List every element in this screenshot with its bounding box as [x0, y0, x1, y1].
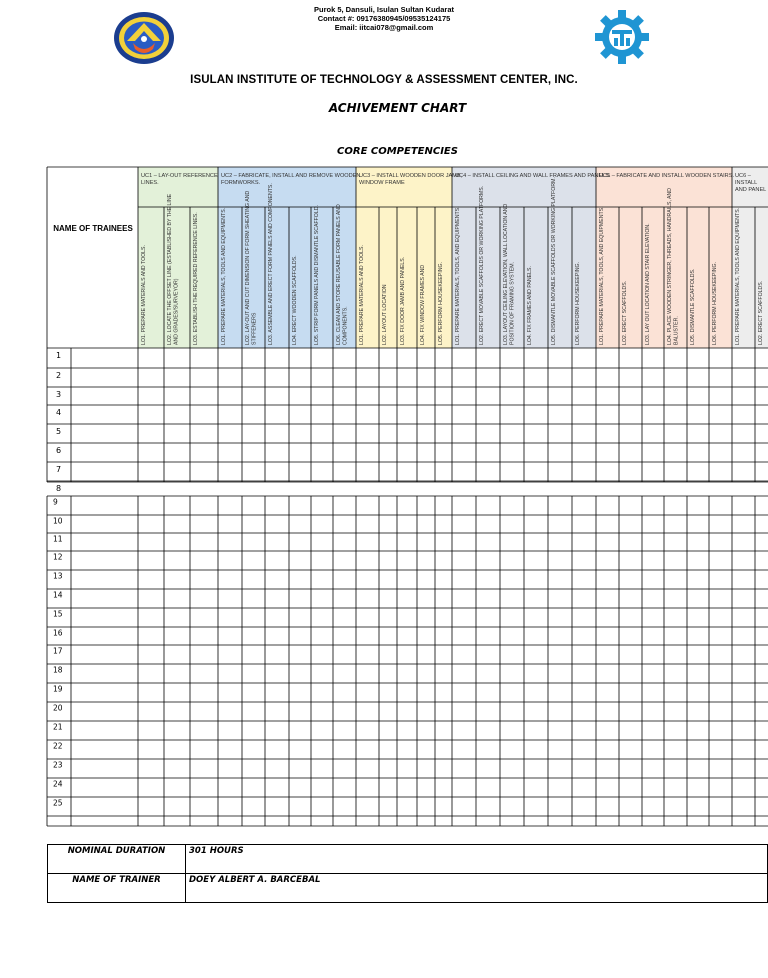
row-number: 23 [53, 760, 63, 770]
lo-label: LO3. ESTABLISH THE REQUIRED REFERENCE LINES. [193, 212, 199, 345]
row-number: 8 [56, 484, 62, 493]
row-number: 2 [56, 371, 62, 380]
duration-value: 301 HOURS [186, 845, 768, 874]
row-number: 11 [53, 534, 63, 544]
chart-title: ACHIVEMENT CHART [328, 101, 467, 115]
lo-label: LO4. ERECT WOODEN SCAFFOLDS. [292, 255, 298, 345]
duration-row [48, 845, 768, 874]
row-number: 20 [53, 703, 63, 713]
row-number: 13 [53, 571, 63, 581]
lo-label: LO1. PREPARE MATERIALS, TOOLS AND EQUIPMENTS. [221, 207, 227, 345]
row-number: 15 [53, 609, 63, 619]
lo-label: LO1. PREPARE MATERIALS AND TOOLS. [359, 245, 365, 345]
row-number: 22 [53, 741, 63, 751]
unit-label: UC6 – INSTALL AND PANEL [735, 173, 767, 193]
lo-label: LO6. PERFORM HOUSEKEEPING. [712, 261, 718, 345]
row-number: 3 [56, 390, 62, 399]
institute-name: ISULAN INSTITUTE OF TECHNOLOGY & ASSESSMENT CENTER, INC. [190, 74, 578, 86]
row-number: 21 [53, 722, 63, 732]
row-number: 6 [56, 446, 62, 455]
lo-label: LO6. PERFORM HOUSEKEEPING. [575, 261, 581, 345]
lo-label: LO3. ASSEMBLE AND ERECT FORM PANELS AND COMPONENTS. [268, 183, 274, 345]
row-number: 9 [53, 497, 58, 507]
row-number: 1 [56, 351, 62, 360]
lo-label: LO3. LAY OUT LOCATION AND STAIR ELEVATION. [645, 223, 651, 345]
unit-label: UC3 – INSTALL WOODEN DOOR JAMB, WINDOW FRAME [359, 173, 463, 186]
row-number: 7 [56, 465, 62, 474]
lo-label: LO1. PREPARE MATERIALS AND TOOLS. [141, 245, 147, 345]
lo-label: LO4. FIX WINDOW FRAMES AND [420, 264, 426, 345]
row-number: 19 [53, 684, 63, 694]
unit-label: UC2 – FABRICATE, INSTALL AND REMOVE WOODEN FORMWORKS. [221, 173, 361, 186]
email-text: Email: iitcai078@gmail.com [334, 23, 434, 32]
trainer-row [48, 874, 768, 903]
address-text: Purok 5, Dansuli, Isulan Sultan Kudarat [313, 5, 455, 14]
row-number: 17 [53, 646, 63, 656]
lo-label: LO2. LAY-OUT AND CUT DIMENSION OF FORM SHEATING ANDSTIFFENERS [245, 190, 258, 345]
unit-label: UC1 – LAY-OUT REFERENCE LINES. [141, 173, 218, 186]
row-number: 16 [53, 628, 63, 638]
lo-label: LO4. FIX FRAMES AND PANELS. [527, 266, 533, 345]
unit-label: UC4 – INSTALL CEILING AND WALL FRAMES AND PANELS. [455, 173, 611, 179]
summary-table [47, 844, 768, 903]
trainee-rows [53, 351, 63, 808]
lo-label: LO5. STRIP FORM PANELS AND DISMANTLE SCAFFOLD. [314, 205, 320, 345]
lo-label: LO4. PLACE WOODEN STRINGER, THREADS, HANDRAILS, ANDBALUSTER. [667, 187, 680, 345]
row-number: 24 [53, 779, 63, 789]
lo-label: LO2. ERECT SCAFFOLDS. [622, 280, 628, 345]
trainer-value: DOEY ALBERT A. BARCEBAL [186, 874, 768, 903]
row-number: 10 [53, 516, 63, 526]
lo-label: LO5. DISMANTLE SCAFFOLDS. [690, 268, 696, 345]
lo-label: LO1. PREPARE MATERIALS, TOOLS, AND EQUIPMENTS. [455, 206, 461, 345]
row-number: 4 [56, 408, 62, 417]
row-number: 14 [53, 590, 63, 600]
trainer-label: NAME OF TRAINER [48, 874, 186, 903]
unit-label: UC5 – FABRICATE AND INSTALL WOODEN STAIRS. [599, 173, 734, 179]
lo-label: LO2. ERECT MOVABLE SCAFFOLDS OR WORKING PLATFORMS. [479, 185, 485, 345]
row-number: 25 [53, 798, 63, 808]
contact-text: Contact #: 09176380945/09535124175 [317, 14, 451, 23]
duration-label: NOMINAL DURATION [48, 845, 186, 874]
lo-label: LO3. FIX DOOR JAMB AND PANELS. [400, 256, 406, 345]
core-competencies-title: CORE COMPETENCIES [337, 146, 458, 157]
lo-label: LO3. LAYOUT CEILING ELEVATION, WALL LOCATION ANDPOSITION OF FRAMING SYSTEM. [503, 203, 516, 345]
row-number: 5 [56, 427, 62, 436]
lo-label: LO6. CLEAN AND STORE REUSABLE FORM PANELS ANDCOMPONENTS. [336, 204, 349, 345]
name-of-trainees-header: NAME OF TRAINEES [53, 224, 133, 233]
lo-label: LO1. PREPARE MATERIALS, TOOLS AND EQUIPMENTS. [735, 207, 741, 345]
lo-label: LO2. LAYOUT LOCATION [382, 284, 388, 345]
competency-header [138, 167, 768, 348]
lo-label: LO5. PERFORM HOUSEKEEPING. [438, 261, 444, 345]
lo-label: LO5. DISMANTLE MOVABLE SCAFFOLDS OR WORKING PLATFORM. [551, 177, 557, 345]
lo-label: LO2. LOCATE THE OFFSET LINE (ESTABLISHED BY THE LINEAND GRADES/SURVEYOR) [167, 193, 180, 345]
row-number: 18 [53, 665, 63, 675]
lo-label: LO2. ERECT SCAFFOLDS. [758, 280, 764, 345]
row-number: 12 [53, 552, 63, 562]
lo-label: LO1. PREPARE MATERIALS, TOOLS, AND EQUIPMENTS. [599, 206, 605, 345]
